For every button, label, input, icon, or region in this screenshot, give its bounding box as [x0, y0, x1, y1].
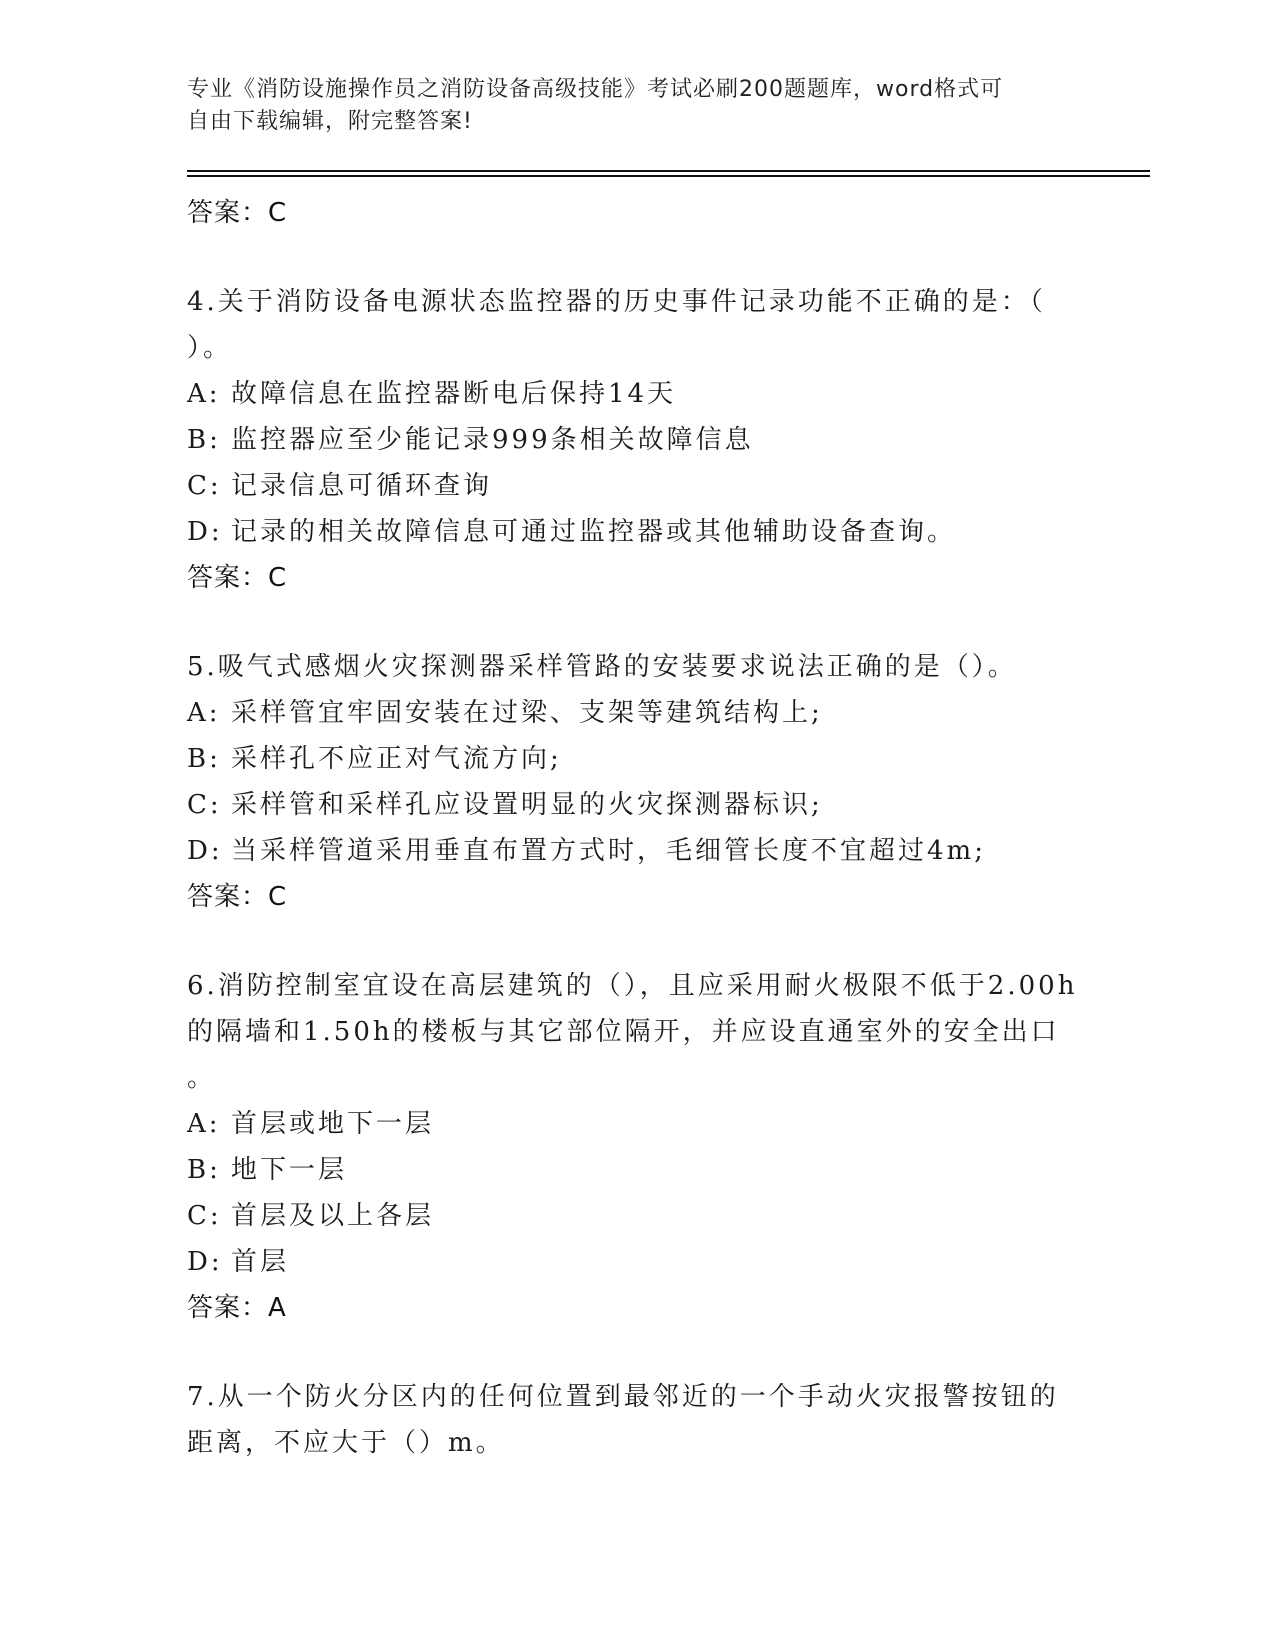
option-key: A: — [187, 379, 221, 409]
option-text: 当采样管道采用垂直布置方式时，毛细管长度不宜超过4m; — [231, 836, 986, 866]
header-line-2: 自由下载编辑，附完整答案! — [187, 109, 473, 134]
question-4-text-line-1: 4.关于消防设备电源状态监控器的历史事件记录功能不正确的是：（ — [187, 287, 1046, 317]
header-divider-top — [187, 170, 1150, 172]
option-key: C: — [187, 1201, 222, 1231]
question-7 — [187, 1374, 1087, 1466]
option-key: B: — [187, 425, 221, 455]
option-text: 地下一层 — [231, 1155, 348, 1185]
option-key: D: — [187, 1247, 223, 1277]
question-4-option-d — [187, 509, 1087, 555]
header-divider-bottom — [187, 175, 1150, 177]
question-list — [187, 190, 1087, 1466]
option-key: C: — [187, 790, 222, 820]
question-5-option-d — [187, 828, 1087, 874]
question-6-option-d — [187, 1239, 1087, 1285]
option-text: 采样管和采样孔应设置明显的火灾探测器标识; — [231, 790, 823, 820]
question-5-option-a — [187, 690, 1087, 736]
option-key: D: — [187, 836, 223, 866]
option-text: 记录信息可循环查询 — [231, 471, 493, 501]
question-6-option-b — [187, 1147, 1087, 1193]
option-text: 首层及以上各层 — [231, 1201, 435, 1231]
question-6-text-line-2: 的隔墙和1.50h的楼板与其它部位隔开，并应设直通室外的安全出口 — [187, 1017, 1060, 1047]
answer-q4: 答案：C — [187, 563, 288, 593]
option-key: D: — [187, 517, 223, 547]
header-line-1: 专业《消防设施操作员之消防设备高级技能》考试必刷200题题库，word格式可 — [187, 77, 1004, 102]
question-6-text-line-1: 6.消防控制室宜设在高层建筑的（），且应采用耐火极限不低于2.00h — [187, 971, 1078, 1001]
option-text: 记录的相关故障信息可通过监控器或其他辅助设备查询。 — [231, 517, 957, 547]
option-text: 首层 — [231, 1247, 290, 1277]
question-7-text-line-1: 7.从一个防火分区内的任何位置到最邻近的一个手动火灾报警按钮的 — [187, 1382, 1059, 1412]
question-4-text-line-2: ）。 — [187, 333, 233, 363]
answer-q3: 答案：C — [187, 198, 288, 228]
question-5-option-c — [187, 782, 1087, 828]
option-key: A: — [187, 1109, 221, 1139]
option-key: C: — [187, 471, 222, 501]
question-4-option-b — [187, 417, 1087, 463]
option-key: A: — [187, 698, 221, 728]
question-6 — [187, 963, 1087, 1331]
option-key: B: — [187, 744, 221, 774]
question-4 — [187, 279, 1087, 601]
answer-q6: 答案：A — [187, 1293, 287, 1323]
question-4-option-a — [187, 371, 1087, 417]
question-7-text-line-2: 距离，不应大于（）m。 — [187, 1428, 505, 1458]
question-5-text-line-1: 5.吸气式感烟火灾探测器采样管路的安装要求说法正确的是（）。 — [187, 652, 1017, 682]
option-text: 故障信息在监控器断电后保持14天 — [231, 379, 677, 409]
option-text: 采样孔不应正对气流方向; — [231, 744, 562, 774]
question-4-option-c — [187, 463, 1087, 509]
question-6-text-line-3: 。 — [187, 1063, 217, 1093]
option-text: 首层或地下一层 — [231, 1109, 435, 1139]
option-key: B: — [187, 1155, 221, 1185]
document-header — [187, 74, 1087, 138]
answer-q5: 答案：C — [187, 882, 288, 912]
option-text: 监控器应至少能记录999条相关故障信息 — [231, 425, 754, 455]
question-5 — [187, 644, 1087, 920]
question-6-option-c — [187, 1193, 1087, 1239]
question-6-option-a — [187, 1101, 1087, 1147]
option-text: 采样管宜牢固安装在过梁、支架等建筑结构上; — [231, 698, 823, 728]
question-5-option-b — [187, 736, 1087, 782]
